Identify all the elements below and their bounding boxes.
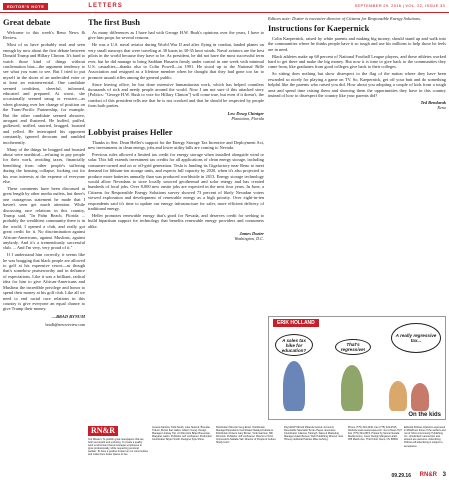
editors-note-paragraph: Welcome to this week's Reno News & Review. (3, 30, 85, 41)
letter-author: Ted Bendarak (420, 100, 446, 106)
cartoonist-name: ERIK HOLLAND (273, 319, 319, 327)
letter-author: Lew Dowg Chiniger (227, 110, 264, 116)
footer-brand: RN&R (419, 472, 437, 478)
masthead-staff: Payroll/AP Wizard Miranda Garrett. Accounts Receivable Specialist Terran Hayes. Executive Coordinator Julienne Tutsingh. Sales & Marketing Manager Adam Benesi. Web Publishing Director Jess Hirseny. Editorial Policies Mike Gehring. (284, 426, 344, 442)
letter-paragraph: Previous rules allowed a limited tax credit for energy storage when installed alongside wind or solar. This bill extends investment tax credits for all applications of clean energy storage, including consumer-owned and on or off-grid generation. Tesla is funding its Gigafactory near Reno to meet demand for lithium-ion storage units, and expects full capacity by 2020, when it's also projected to produce more batteries annually than was produced worldwide in 2013. Energy storage technology would allow Nevadans to store locally sourced geothermal and solar energy and has created hundreds of local jobs. Over 8,000 new onsite jobs are expected in the next four years. In June, a Citizens for Responsible Energy Solutions survey showed 73 percent of likely Nevadan voters viewed exploration and development of renewable energy as a high priority. Over eight-in-ten respondents said it's time to update our energy infrastructure for safer, more efficient delivery of traditional energy. (88, 152, 264, 212)
footer-date: 09.29.16 (391, 473, 411, 479)
masthead-policies: Editorial Policies Opinions expressed in RN&R are those of the authors and not of Chico Community Publishing Inc. Unsolicited manuscripts and artwork are welcome. Advertising Policies All advertising is subject to acceptance. (404, 426, 446, 448)
letters-column-right (268, 16, 446, 110)
cartoon-figure (411, 383, 429, 411)
editorial-cartoon (268, 316, 446, 420)
page-number: 3 (442, 472, 446, 478)
letter-location: Plantation, Florida (231, 115, 264, 121)
masthead-contact: Phone (775) 324-4440. Fax (775) 324-2515. Website www.newsreview.com. Got a News Tip? Fax (775) 324-2515. Printed by Sierra Nevada Media Group. Cover Design Margaret Larkin. 455 Marsh Ave, Third Floor, Reno, NV 89509 (348, 426, 402, 442)
page-footer (0, 472, 449, 480)
cartoon-caption: On the kids (408, 412, 441, 418)
letter-paragraph: He was a U.S. naval aviator during World War II and after flying in combat, landed planes on very small runways that were traveling at 30 knots in 30-35 knot winds. Naval aviators are the best pilots in the world because they have to be. As president, he did not have the most successful term ever, but he did manage to bring Saddam Hussein firmly under control in one week with minimal U.S. casualties—thanks also to Colin Powell—in 1991. He stood up to the National Rifle Association and resigned as a lifetime member when he thought that they had gone too far to promote assault rifles among the general public. (88, 42, 264, 80)
letter-paragraph: Black athletes make up 68 percent of National Football League players, and these athletes worked hard to get there and make the big money. But now it is time to give back to the communities they came from, like graduates from good colleges give back to their colleges. (268, 53, 446, 70)
editors-note-paragraph: If I understand him correctly, it seems like he was bragging that black people are allowed to golf at his expensive resort—as though that's somehow praiseworthy and in defiance of expectations. Like it was a brilliant, radical idea for him to give African-Americans and Muslims the incredible privilege and honor to spend their money at his golf club. Like all we need to end racial race relations in this country is give everyone an equal chance to give Trump their money. (3, 252, 85, 312)
editors-note-paragraph: These comments have been discussed at great length by other media outlets, but there's one outrageous statement he made that I haven't seen get much attention. While discussing race relations in this country, Trump said, "In Palm Beach, Florida ... probably the wealthiest community there is in the world, I opened a club, and really got great credit for it. No discrimination against African-Americans, against Muslims, against anybody. And it's a tremendously successful club. ... And I'm very, very proud of it." (3, 185, 85, 251)
letter-paragraph: So sitting does nothing but show disrespect to the flag of the nation where they have been rewarded so nicely for playing a game on TV. So, Kaepernick, get off your butt and do something helpful like the parents who raised you did. How about you adopting a couple of kids from a tough area and spend time raising them and showing them the opportunities they have in this country instead of how to disrespect the country like your parents did? (268, 71, 446, 98)
letter-paragraph: Colin Kaepernick, raised by white parents and making big money, should stand up and walk into the communities where he thinks people have it so tough and use his millions to help those he feels are in need. (268, 35, 446, 52)
letter-author: James Dozier (239, 231, 264, 237)
letters-column-middle (88, 16, 264, 241)
speech-balloon: That's regressive! (335, 339, 371, 355)
editors-note-email[interactable]: bradb@newsreview.com (45, 321, 85, 327)
editors-note-paragraph: Many of the things he bragged and boasted about were unethical—refusing to pay people for their work, avoiding taxes, financially benefiting from other people's suffering during the housing collapse, looking out for his own interests at the expense of everyone else. (3, 146, 85, 184)
header-rule (0, 12, 449, 13)
letter-title: Lobbyist praises Heller (88, 126, 173, 137)
speech-balloon: A really regressive tax... (391, 323, 441, 353)
cartoon-figure (389, 381, 407, 411)
letter-paragraph: Heller promotes renewable energy that's good for Nevada, and deserves credit for seeking to build bipartisan support for technology that benefits renewable energy providers and consumers alike. (88, 212, 264, 229)
speech-balloon: A sales tax hike for education? (275, 334, 313, 356)
masthead-mission: Our Mission: To publish great newspapers that are both successful and enduring. To create a quality work environment that encourages employees to grow professionally, while respecting personal welfare. To have a positive impact on our communities and make them better places to live. (88, 438, 148, 457)
rnr-logo: RN&R (88, 426, 118, 436)
section-title-letters: LETTERS (88, 3, 123, 9)
letter-location: Washington, D.C. (234, 236, 264, 242)
letter-title: Instructions for Kaepernick (268, 22, 370, 33)
letter-paragraph: Thanks to Sen. Dean Heller's support for the Energy Storage Tax Incentive and Deployment Act, new investments in clean energy, jobs and lower utility bills are coming to Nevada. (88, 139, 264, 151)
editors-note-signature: —BRAD BYNUM (51, 313, 85, 319)
editors-note-column (3, 16, 85, 327)
editors-note-title: Great debate (3, 17, 51, 27)
letter-title: The first Bush (88, 17, 140, 27)
masthead (88, 426, 446, 474)
masthead-staff: Jessica Santina, Todd South, Luke Starrett, Brendan Trainor, Brown Ikar Gailes, Allison Young. Design Manager Lindsay Trip. Art Directors Brian Breneman, Margaret Larkin. Publisher Jeff vonKaenel. Production Coordinator Skyler Smith. Designer Kyle Shine. (152, 426, 212, 442)
cartoon-figure (283, 361, 305, 411)
letter-paragraph: As many differences as I have had with George H.W. Bush's opinions over the years, I have to give him props for several reasons. (88, 30, 264, 41)
editors-note-lead: Editors note: Dozier is executive director of Citizens for Responsible Energy Solutions. (268, 16, 422, 21)
issue-line: SEPTEMBER 29, 2016 | VOL. 22, ISSUE 33 (354, 3, 445, 8)
cartoon-figure (341, 365, 363, 411)
letter-location: Reno (437, 105, 446, 111)
section-tag-editors-note: EDITOR'S NOTE (3, 3, 48, 10)
editors-note-paragraph: Most of us have probably read and seen enough by now about the first debate between Donald Trump and Hillary Clinton. It's hard to watch those kind of things without confirmation bias—the argument tendency to see what you want to see. But I tried to put myself in the shoes of an undecided voter or at least an extraterrestrial. One candidate seemed confident, cheerful, informed, educated and prepared. At worst, she occasionally seemed smug or evasive—as when glossing over her change of position on the Trans-Pacific Partnership, for example. But the other candidate seemed abrasive, arrogant and flustered. He huffed, puffed, guffawed, sniffed, snorted, bragged, boasted and yelled. He interrupted his opponent constantly, ignored decorum and rambled incoherently. (3, 42, 85, 145)
masthead-staff: Distribution Director Greg Erwin. Distribution Manager/Operations Coordinator Natalya Kobeleva. Distribution Drivers Gary Brown, Vicki Garrison, Bill Dimmick. Publisher Jeff vonKaenel. Director of First Impressions Nattalie Vall. Director of People & Culture Shelly Kurtz. (216, 426, 276, 445)
letter-paragraph: Since leaving office, he has done extensive humanitarian work, which has helped countless thousands of sick and needy people around the world. Now I am not sure if this attacked story [Politics: "George H.W. Bush to vote for Hillary Clinton"] will come true, but even if it doesn't, the conduct of this president tells me that he is not crooked and that he should be respected by people from both parties. (88, 81, 264, 109)
